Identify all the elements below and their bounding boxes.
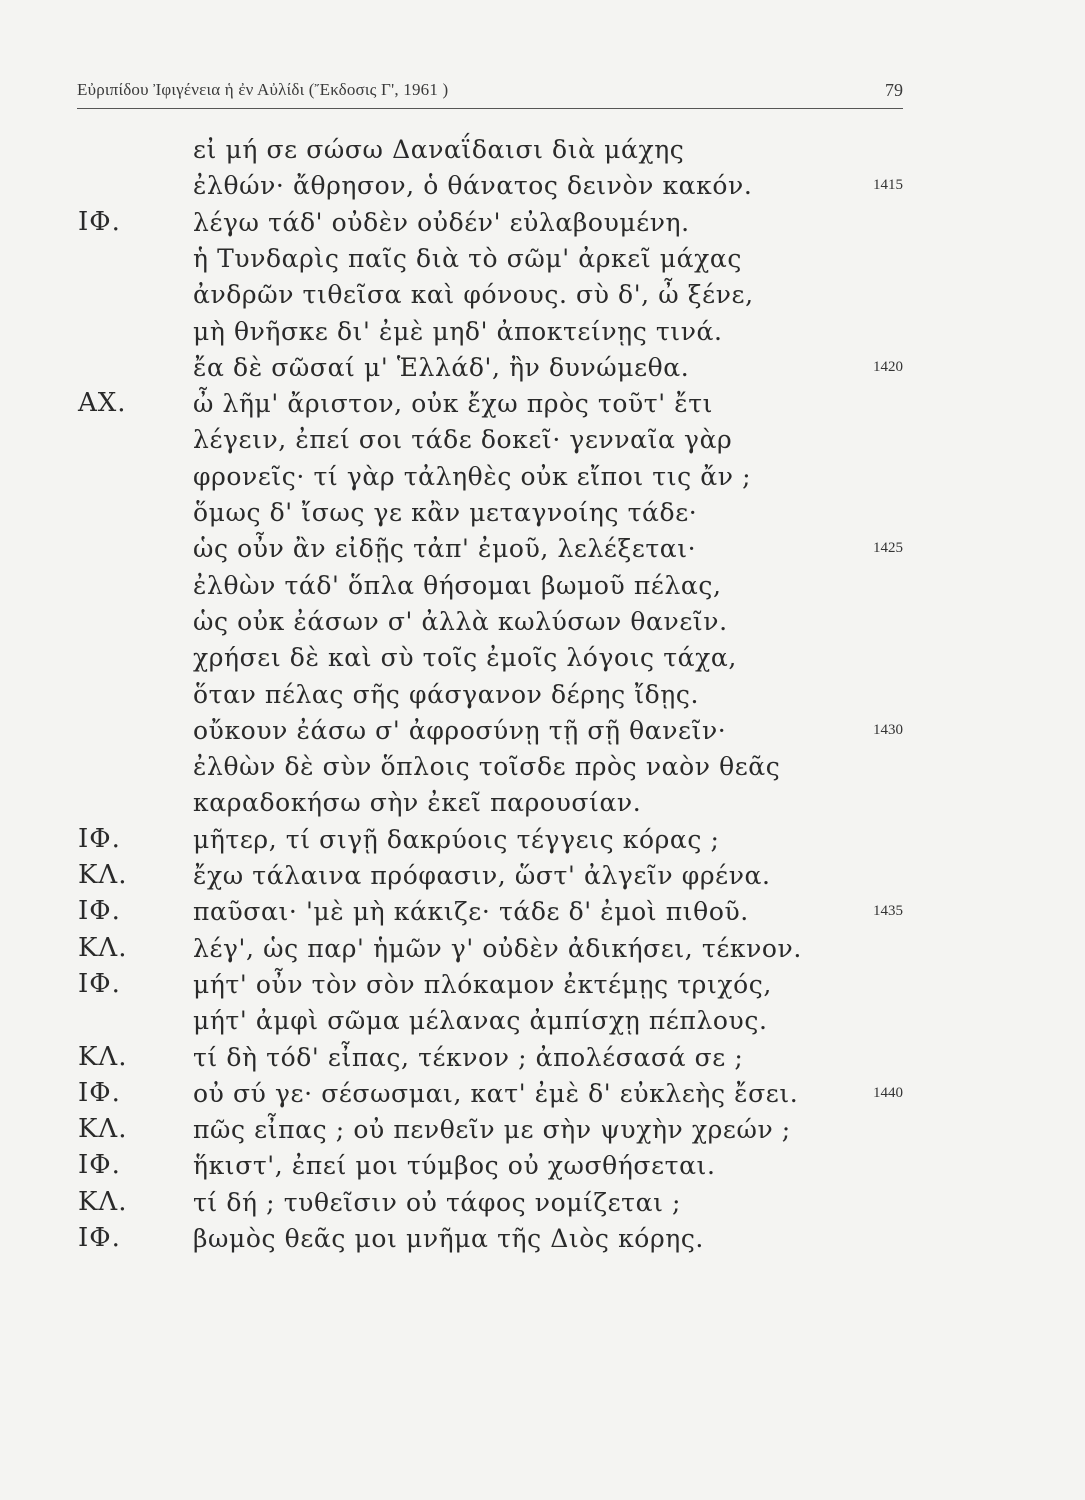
verse-text: ἐλθὼν τάδ' ὅπλα θήσομαι βωμοῦ πέλας,: [193, 570, 722, 600]
verse-line: [0, 313, 1085, 350]
line-number: 1425: [873, 540, 903, 557]
verse-line: [0, 966, 1085, 1003]
speaker-label: ΙΦ.: [78, 1077, 121, 1108]
verse-line: [0, 784, 1085, 821]
verse-text: τί δή ; τυθεῖσιν οὐ τάφος νομίζεται ;: [193, 1187, 682, 1217]
page-number: 79: [885, 80, 903, 100]
verse-text: οὔκουν ἐάσω σ' ἀφροσύνῃ τῇ σῇ θανεῖν·: [193, 715, 727, 745]
verse-line: [0, 893, 1085, 930]
speaker-label: ΚΛ.: [78, 1186, 128, 1217]
verse-line: [0, 240, 1085, 277]
verse-text: τί δὴ τόδ' εἶπας, τέκνον ; ἀπολέσασά σε ;: [193, 1042, 744, 1072]
verse-text: μήτ' ἀμφὶ σῶμα μέλανας ἀμπίσχῃ πέπλους.: [193, 1006, 768, 1036]
verse-line: [0, 821, 1085, 858]
verse-line: [0, 530, 1085, 567]
verse-text: ὅμως δ' ἴσως γε κἂν μεταγνοίης τάδε·: [193, 498, 698, 527]
verse-line: [0, 494, 1085, 531]
speaker-label: ΚΛ.: [78, 932, 128, 963]
line-number: 1435: [873, 903, 903, 920]
speaker-label: ΙΦ.: [78, 1223, 121, 1253]
verse-line: [0, 1220, 1085, 1257]
verse-text: μὴ θνῆσκε δι' ἐμὲ μηδ' ἀποκτείνῃς τινά.: [193, 316, 723, 346]
verse-text: ὡς οὖν ἂν εἰδῇς τἀπ' ἐμοῦ, λελέξεται·: [193, 534, 697, 564]
verse-text: φρονεῖς· τί γὰρ τἀληθὲς οὐκ εἴποι τις ἄν ;: [193, 461, 752, 491]
verse-line: [0, 1075, 1085, 1112]
verse-text: λέγ', ὡς παρ' ἡμῶν γ' οὐδὲν ἀδικήσει, τέκνον.: [193, 933, 802, 963]
verse-line: [0, 930, 1085, 967]
verse-line: [0, 676, 1085, 713]
verse-line: [0, 712, 1085, 749]
verse-line: [0, 857, 1085, 894]
speaker-label: ΙΦ.: [78, 206, 121, 237]
verse-line: [0, 131, 1085, 168]
speaker-label: ΚΛ.: [78, 1041, 128, 1072]
verse-line: [0, 1184, 1085, 1221]
line-number: 1440: [873, 1084, 903, 1101]
speaker-label: ΑΧ.: [78, 388, 127, 419]
verse-text: ἥκιστ', ἐπεί μοι τύμβος οὐ χωσθήσεται.: [193, 1151, 716, 1181]
speaker-label: ΙΦ.: [78, 896, 121, 927]
verse-text: μήτ' οὖν τὸν σὸν πλόκαμον ἐκτέμῃς τριχός,: [193, 969, 772, 999]
verse-line: [0, 603, 1085, 640]
verse-line: [0, 748, 1085, 785]
verse-text: ἔχω τάλαινα πρόφασιν, ὥστ' ἀλγεῖν φρένα.: [193, 861, 771, 890]
verse-text: παῦσαι· 'μὲ μὴ κάκιζε· τάδε δ' ἐμοὶ πιθοῦ.: [193, 897, 749, 927]
verse-text: λέγειν, ἐπεί σοι τάδε δοκεῖ· γενναῖα γὰρ: [193, 425, 733, 455]
line-number: 1420: [873, 358, 903, 375]
verse-text: ὅταν πέλας σῆς φάσγανον δέρης ἴδῃς.: [193, 679, 700, 709]
verse-line: [0, 639, 1085, 676]
verse-text: ἐλθὼν δὲ σὺν ὅπλοις τοῖσδε πρὸς ναὸν θεᾶς: [193, 752, 781, 782]
verse-line: [0, 567, 1085, 604]
verse-text: πῶς εἶπας ; οὐ πενθεῖν με σὴν ψυχὴν χρεών ;: [193, 1115, 791, 1145]
verse-line: [0, 349, 1085, 386]
speaker-label: ΚΛ.: [78, 1114, 128, 1145]
verse-line: [0, 1039, 1085, 1076]
verse-line: [0, 167, 1085, 204]
verse-line: [0, 421, 1085, 458]
verse-text: βωμὸς θεᾶς μοι μνῆμα τῆς Διὸς κόρης.: [193, 1224, 704, 1253]
speaker-label: ΙΦ.: [78, 823, 121, 854]
verse-text: ἡ Τυνδαρὶς παῖς διὰ τὸ σῶμ' ἀρκεῖ μάχας: [193, 243, 742, 273]
verse-text: ἀνδρῶν τιθεῖσα καὶ φόνους. σὺ δ', ὦ ξένε,: [193, 280, 754, 310]
verse-text: χρήσει δὲ καὶ σὺ τοῖς ἐμοῖς λόγοις τάχα,: [193, 643, 737, 673]
verse-text: ἐλθών· ἄθρησον, ὁ θάνατος δεινὸν κακόν.: [193, 171, 753, 201]
verse-line: [0, 1111, 1085, 1148]
line-number: 1430: [873, 721, 903, 738]
verse-text: ἔα δὲ σῶσαί μ' Ἑλλάδ', ἢν δυνώμεθα.: [193, 352, 690, 382]
verse-line: [0, 276, 1085, 313]
line-number: 1415: [873, 177, 903, 194]
speaker-label: ΙΦ.: [78, 1150, 121, 1181]
verse-text: λέγω τάδ' οὐδὲν οὐδέν' εὐλαβουμένη.: [193, 207, 690, 237]
verse-line: [0, 1002, 1085, 1039]
verse-line: [0, 458, 1085, 495]
verse-text: ὦ λῆμ' ἄριστον, οὐκ ἔχω πρὸς τοῦτ' ἔτι: [193, 389, 714, 419]
speaker-label: ΚΛ.: [78, 860, 128, 890]
verse-text: καραδοκήσω σὴν ἐκεῖ παρουσίαν.: [193, 788, 642, 818]
verse-text: ὡς οὐκ ἐάσων σ' ἀλλὰ κωλύσων θανεῖν.: [193, 606, 728, 636]
verse-text: εἰ μή σε σώσω Δαναΐδαισι διὰ μάχης: [193, 135, 685, 164]
verse-text: οὐ σύ γε· σέσωσμαι, κατ' ἐμὲ δ' εὐκλεὴς ἔσει.: [193, 1078, 799, 1108]
verse-line: [0, 204, 1085, 241]
running-title: Εὐριπίδου Ἰφιγένεια ἡ ἐν Αὐλίδι (Ἔκδοσις Γ', 1961 ): [77, 80, 449, 99]
verse-line: [0, 1147, 1085, 1184]
verse-text: μῆτερ, τί σιγῇ δακρύοις τέγγεις κόρας ;: [193, 824, 720, 854]
verse-line: [0, 385, 1085, 422]
speaker-label: ΙΦ.: [78, 968, 121, 999]
